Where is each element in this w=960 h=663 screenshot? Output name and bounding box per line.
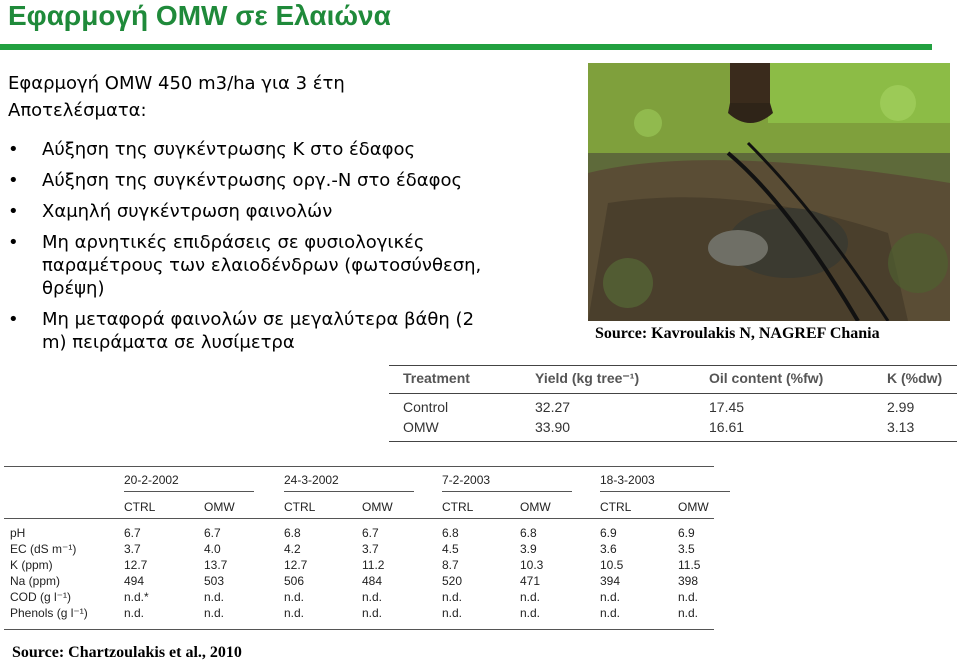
table-cell: 506 [284,574,305,588]
row-label: pH [10,526,26,540]
table-cell: 33.90 [535,419,571,435]
bullet-text: Αύξηση της συγκέντρωσης Κ στο έδαφος [42,139,416,160]
table-cell: 11.2 [362,558,385,572]
table-cell: n.d. [204,606,225,620]
table-cell: 6.9 [678,526,695,540]
table-cell: 2.99 [887,399,915,415]
table-cell: 11.5 [678,558,701,572]
row-label: Phenols (g l⁻¹) [10,606,88,620]
table-cell: n.d. [284,590,305,604]
column-header: Yield (kg tree⁻¹) [535,370,640,386]
table-cell: 503 [204,574,225,588]
row-label: COD (g l⁻¹) [10,590,71,604]
table-cell: 10.3 [520,558,544,572]
bullet-dot-icon: • [8,309,19,330]
table-cell: OMW [403,419,439,435]
table-cell: n.d. [520,590,541,604]
table-cell: n.d. [284,606,305,620]
intro-line-1: Εφαρμογή OMW 450 m3/ha για 3 έτη [8,73,345,94]
treatment-header: CTRL [442,500,474,514]
table-cell: 13.7 [204,558,228,572]
table-cell: 8.7 [442,558,459,572]
table-rule [389,441,957,442]
table-cell: 12.7 [124,558,148,572]
table-cell: n.d. [600,606,621,620]
table-cell: n.d. [678,606,699,620]
row-label: K (ppm) [10,558,53,572]
table-cell: 32.27 [535,399,571,415]
table-cell: 10.5 [600,558,624,572]
table-rule [389,365,957,366]
treatment-header: CTRL [284,500,316,514]
bullet-item [8,200,580,223]
bullet-dot-icon: • [8,201,19,222]
table-cell: 6.7 [204,526,221,540]
date-header: 20-2-2002 [124,473,179,487]
row-label: EC (dS m⁻¹) [10,542,77,556]
bullet-text: Αύξηση της συγκέντρωσης οργ.-Ν στο έδαφος [42,170,463,191]
table-rule [600,491,730,492]
table-cell: 16.61 [709,419,745,435]
yield-table [389,365,957,443]
table-cell: n.d. [362,606,383,620]
table-cell: n.d. [678,590,699,604]
table-source-caption: Source: Chartzoulakis et al., 2010 [12,644,242,661]
bullet-list [8,138,580,362]
table-cell: 4.2 [284,542,301,556]
date-header: 24-3-2002 [284,473,339,487]
table-cell: n.d.* [124,590,149,604]
treatment-header: OMW [520,500,551,514]
table-cell: 6.7 [362,526,379,540]
table-rule [389,393,957,394]
intro-line-2: Αποτελέσματα: [8,100,147,121]
date-header: 7-2-2003 [442,473,491,487]
bullet-text: Χαμηλή συγκέντρωση φαινολών [42,201,333,222]
table-cell: 3.13 [887,419,915,435]
row-label: Na (ppm) [10,574,61,588]
treatment-header: CTRL [600,500,632,514]
table-rule [124,491,254,492]
table-cell: n.d. [204,590,225,604]
bullet-item [8,169,580,192]
table-rule [284,491,414,492]
olive-grove-illustration [588,63,950,321]
title-rule [0,44,932,50]
treatment-header: OMW [362,500,393,514]
bullet-dot-icon: • [8,232,19,253]
table-cell: n.d. [520,606,541,620]
table-cell: 6.9 [600,526,617,540]
table-rule [4,518,714,519]
table-cell: n.d. [362,590,383,604]
table-rule [4,629,714,630]
table-cell: n.d. [442,590,463,604]
treatment-header: OMW [204,500,235,514]
treatment-header: OMW [678,500,709,514]
photo-source-caption: Source: Kavroulakis N, NAGREF Chania [595,325,880,342]
table-cell: 6.7 [124,526,141,540]
table-cell: n.d. [600,590,621,604]
table-cell: n.d. [442,606,463,620]
table-cell: 17.45 [709,399,745,415]
table-cell: 6.8 [520,526,537,540]
bullet-dot-icon: • [8,139,19,160]
table-cell: 520 [442,574,463,588]
table-cell: 494 [124,574,145,588]
table-cell: 471 [520,574,541,588]
column-header: Oil content (%fw) [709,370,824,386]
column-header: K (%dw) [887,370,943,386]
table-cell: 484 [362,574,383,588]
table-rule [442,491,572,492]
table-cell: n.d. [124,606,145,620]
table-rule [4,466,714,467]
slide-title: Εφαρμογή OMW σε Ελαιώνα [8,0,391,31]
soil-table [4,466,714,632]
olive-grove-photo [588,63,950,321]
table-cell: 398 [678,574,699,588]
table-cell: 4.5 [442,542,459,556]
table-cell: 3.6 [600,542,617,556]
bullet-text: Μη μεταφορά φαινολών σε μεγαλύτερα βάθη (2 m) πειράματα σε λυσίμετρα [42,309,475,353]
table-cell: 3.7 [362,542,379,556]
table-cell: 6.8 [284,526,301,540]
bullet-item [8,138,580,161]
bullet-dot-icon: • [8,170,19,191]
table-cell: Control [403,399,449,415]
column-header: Treatment [403,370,470,386]
table-cell: 394 [600,574,621,588]
table-cell: 3.5 [678,542,695,556]
table-cell: 3.7 [124,542,141,556]
table-cell: 4.0 [204,542,221,556]
date-header: 18-3-2003 [600,473,655,487]
table-cell: 6.8 [442,526,459,540]
treatment-header: CTRL [124,500,156,514]
table-cell: 12.7 [284,558,308,572]
table-cell: 3.9 [520,542,537,556]
bullet-item [8,308,580,354]
bullet-text: Μη αρνητικές επιδράσεις σε φυσιολογικές παραμέτρους των ελαιοδένδρων (φωτοσύνθεση, θρέψη) [42,232,482,299]
bullet-item [8,231,580,300]
